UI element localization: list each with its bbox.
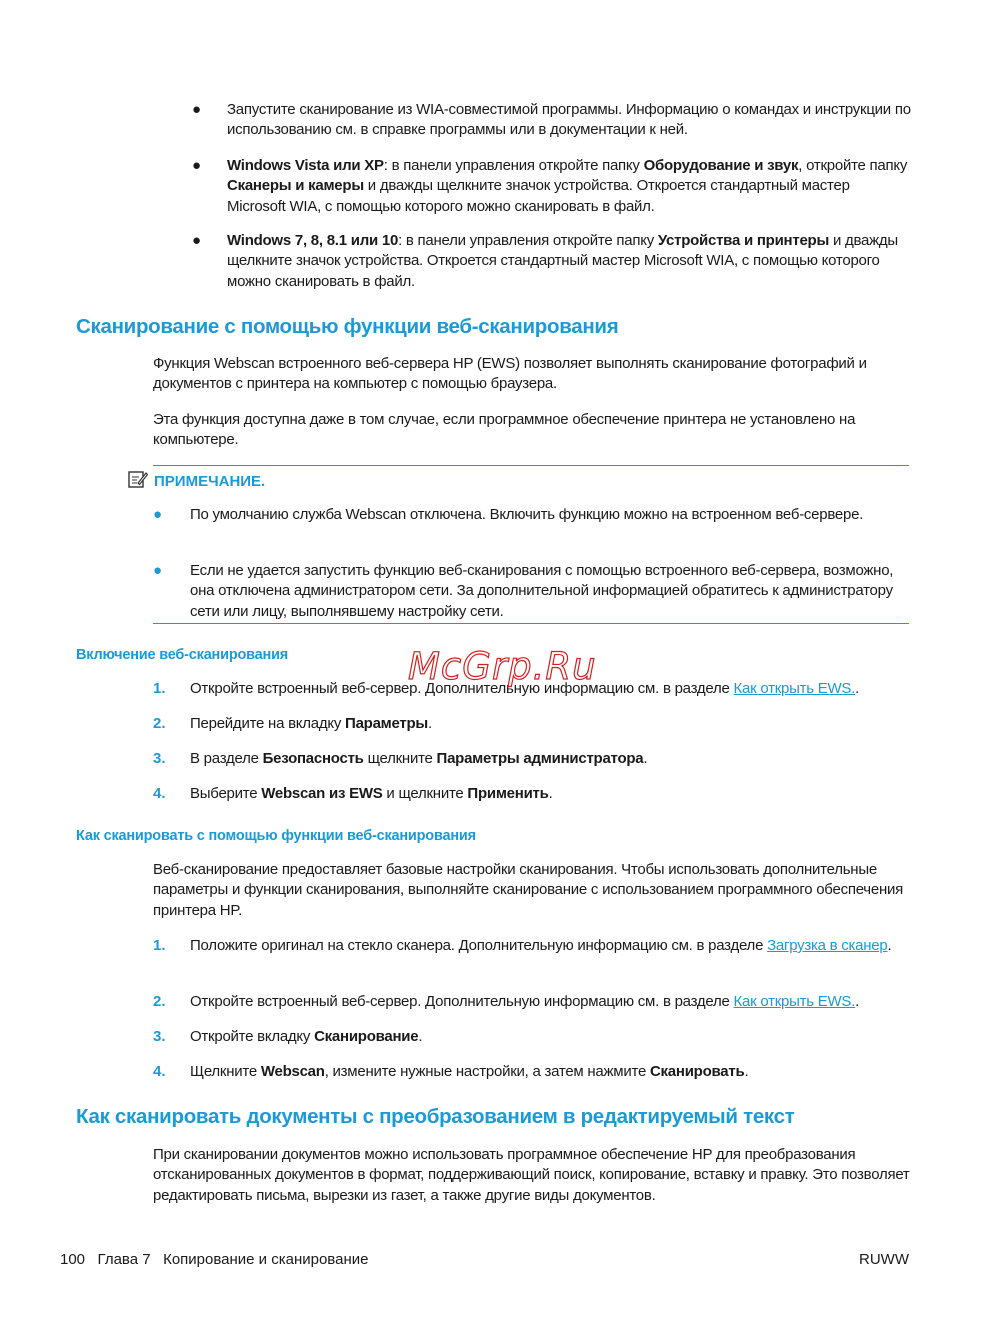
list-number: 2. <box>153 715 166 732</box>
bold-term: Сканировать <box>649 1063 745 1080</box>
paragraph <box>153 860 913 921</box>
cross-reference-link[interactable]: Загрузка в сканер <box>767 937 888 954</box>
text-run: Перейдите на вкладку <box>190 715 346 732</box>
bullet-icon: ● <box>192 101 202 118</box>
subheading-enable-webscan: Включение веб-сканирования <box>76 647 289 663</box>
list-item <box>190 1027 912 1047</box>
text-run: : в панели управления откройте папку <box>383 157 644 174</box>
note-bottom-rule <box>153 623 909 624</box>
text-run: . <box>744 1063 749 1080</box>
note-label: ПРИМЕЧАНИЕ. <box>154 472 266 490</box>
text-run: Положите оригинал на стекло сканера. Дополнительную информацию см. в разделе <box>190 937 768 954</box>
list-item <box>227 156 912 217</box>
text-run: Веб-сканирование предоставляет базовые настройки сканирования. Чтобы использовать дополнительные параметры и функции сканирования, выполняйте сканирование с использованием программного обеспечения принтера HP. <box>153 861 903 919</box>
text-run: Откройте встроенный веб-сервер. Дополнительную информацию см. в разделе <box>190 993 734 1010</box>
bold-term: Параметры <box>345 715 428 732</box>
list-number: 4. <box>153 1063 166 1080</box>
list-item <box>190 992 912 1012</box>
bullet-icon: ● <box>192 232 202 249</box>
section-heading-webscan: Сканирование с помощью функции веб-сканирования <box>76 315 619 338</box>
text-run: При сканировании документов можно использовать программное обеспечение HP для преобразования отсканированных документов в формат, поддерживающий поиск, копирование, вставку и правку. Это позволяет редактировать письма, вырезки из газет, а также другие виды документов. <box>153 1146 910 1204</box>
section-heading-ocr: Как сканировать документы с преобразованием в редактируемый текст <box>76 1105 795 1128</box>
text-run: . <box>855 993 860 1010</box>
watermark-logo: McGrp.Ru <box>408 645 597 688</box>
bullet-icon: ● <box>192 157 202 174</box>
text-run: . <box>548 785 553 802</box>
bold-term: Webscan <box>260 1063 325 1080</box>
text-run: щелкните <box>363 750 437 767</box>
text-run: , откройте папку <box>798 157 908 174</box>
list-item <box>190 1062 912 1082</box>
bold-term: Windows Vista или XP <box>227 157 384 174</box>
bullet-icon: ● <box>153 562 163 579</box>
bold-term: Сканеры и камеры <box>227 177 364 195</box>
list-item <box>190 505 912 525</box>
chapter-label: Глава 7 <box>97 1251 151 1268</box>
list-item <box>190 784 912 804</box>
cross-reference-link[interactable]: Как открыть EWS. <box>733 993 856 1010</box>
note-header <box>128 470 265 492</box>
bold-term: Оборудование и звук <box>643 157 799 174</box>
text-run: Функция Webscan встроенного веб-сервера HP (EWS) позволяет выполнять сканирование фотографий и документов с принтера на компьютер с помощью браузера. <box>153 355 867 393</box>
bold-term: Безопасность <box>262 750 364 767</box>
list-item <box>190 714 912 734</box>
text-run: . <box>643 750 648 767</box>
list-number: 1. <box>153 680 166 697</box>
text-run: и дважды щелкните значок устройства. Откроется стандартный мастер Microsoft WIA, с помощью которого можно сканировать в файл. <box>227 232 898 290</box>
text-run: . <box>855 680 860 697</box>
list-number: 1. <box>153 937 166 954</box>
text-run: В разделе <box>190 750 263 767</box>
list-item <box>190 749 912 769</box>
text-run: Если не удается запустить функцию веб-сканирования с помощью встроенного веб-сервера, возможно, она отключена администратором сети. За дополнительной информацией обратитесь к администратору сети или лицу, выполнявшему настройку сети. <box>190 562 894 620</box>
text-run: Выберите <box>190 785 262 802</box>
list-number: 4. <box>153 785 166 802</box>
cross-reference-link[interactable]: Как открыть EWS. <box>733 680 856 697</box>
page-number: 100 <box>60 1251 86 1268</box>
chapter-title: Копирование и сканирование <box>163 1251 369 1268</box>
bullet-icon: ● <box>153 506 163 523</box>
text-run: Откройте вкладку <box>190 1028 315 1045</box>
text-run: Откройте встроенный веб-сервер. Дополнительную информацию см. в разделе <box>190 680 734 697</box>
paragraph <box>153 1145 913 1206</box>
bold-term: Webscan из EWS <box>261 785 383 802</box>
text-run: Эта функция доступна даже в том случае, если программное обеспечение принтера не установлено на компьютере. <box>153 411 856 449</box>
list-item <box>190 561 912 622</box>
bold-term: Устройства и принтеры <box>657 232 830 249</box>
text-run: . <box>418 1028 423 1045</box>
text-run: : в панели управления откройте папку <box>398 232 658 249</box>
footer-left <box>60 1251 368 1268</box>
bold-term: Сканирование <box>314 1028 419 1045</box>
paragraph <box>153 410 913 451</box>
text-run: и щелкните <box>382 785 468 802</box>
note-icon <box>128 470 148 492</box>
note-top-rule <box>153 465 909 466</box>
text-run: Запустите сканирование из WIA-совместимой программы. Информацию о командах и инструкции по использованию см. в справке программы или в документации к ней. <box>227 101 911 139</box>
bold-term: Применить <box>467 785 549 802</box>
list-item <box>227 100 912 141</box>
paragraph <box>153 354 913 395</box>
list-number: 2. <box>153 993 166 1010</box>
text-run: По умолчанию служба Webscan отключена. Включить функцию можно на встроенном веб-сервере. <box>190 506 864 523</box>
text-run: , измените нужные настройки, а затем нажмите <box>324 1063 650 1080</box>
footer-locale: RUWW <box>859 1251 909 1268</box>
list-number: 3. <box>153 1028 166 1045</box>
list-number: 3. <box>153 750 166 767</box>
list-item <box>190 936 912 956</box>
bold-term: Windows 7, 8, 8.1 или 10 <box>227 232 399 249</box>
bold-term: Параметры администратора <box>436 750 644 767</box>
text-run: . <box>427 715 432 732</box>
list-item <box>227 231 912 292</box>
text-run: и дважды щелкните значок устройства. Откроется стандартный мастер Microsoft WIA, с помощью которого можно сканировать в файл. <box>227 177 850 215</box>
text-run: Щелкните <box>190 1063 261 1080</box>
subheading-how-to-webscan: Как сканировать с помощью функции веб-сканирования <box>76 828 476 844</box>
text-run: . <box>887 937 892 954</box>
